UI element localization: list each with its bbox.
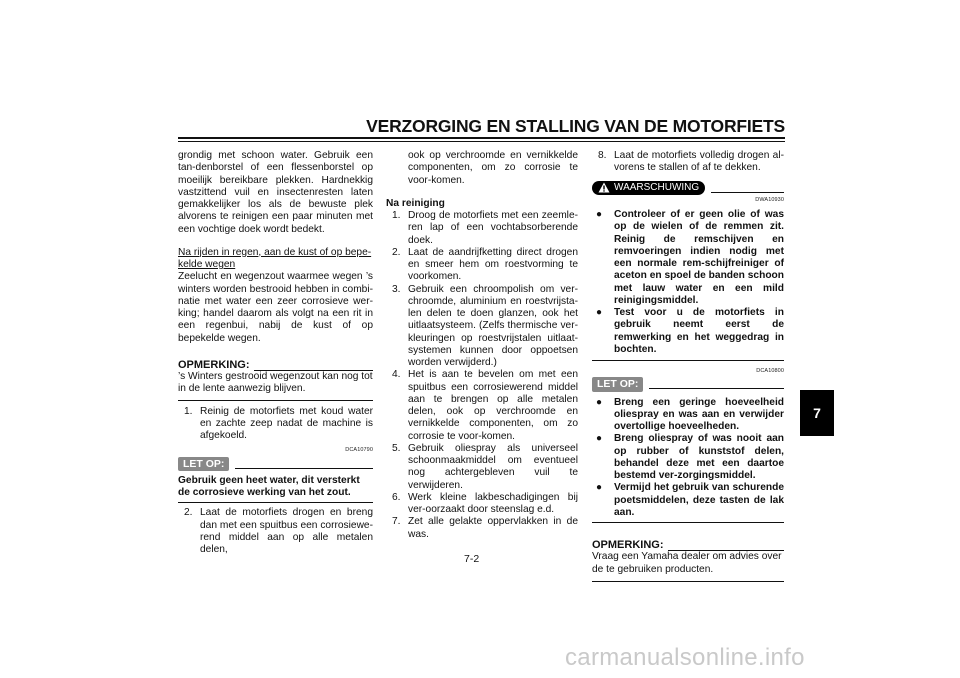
warning-badge: [592, 181, 705, 195]
list-item: ● Test voor u de motorfiets in gebruik neemt eerst de remwerking en het weggedrag in bochten.: [592, 307, 784, 356]
list-item: 8. Laat de motorfiets volledig drogen al-vorens te stallen of af te dekken.: [598, 150, 784, 174]
list-item: ● Vermijd het gebruik van schurende poetsmiddelen, deze tasten de lak aan.: [592, 482, 784, 519]
warning-code: DWA10930: [755, 196, 784, 203]
after-cleaning-steps: [386, 210, 578, 541]
warning-rule: [711, 191, 784, 193]
column-3: [592, 150, 784, 582]
note-label: OPMERKING:: [592, 539, 664, 551]
note-end-rule: [592, 581, 784, 582]
steps-list-1: [178, 406, 373, 443]
note-text: Vraag een Yamaha dealer om advies over de te gebruiken producten.: [592, 551, 782, 575]
list-item: 3. Gebruik een chroompolish om ver-chroomde, aluminium en roestvrijsta-len delen te doen glanzen, ook het uitlaatsysteem. (Zelfs thermische ver-kleuringen op roestvrijstalen uitlaat-systemen kunnen door oppoetsen worden verwijderd.): [392, 283, 578, 368]
title-rule: [178, 137, 785, 139]
caution-code: DCA10800: [756, 368, 784, 374]
column-2: [386, 150, 578, 541]
chapter-tab[interactable]: 7: [800, 390, 834, 436]
paragraph-salt: Zeelucht en wegenzout waarmee wegen ’s winters worden bestrooid hebben in combi-natie met water een zeer corrosieve wer-king; handel daarom als volgt na een rit in een regenbui, nabij de kust of op bepekelde wegen.: [178, 271, 373, 344]
warning-triangle-icon: [598, 182, 610, 193]
caution-badge: LET OP:: [178, 457, 229, 471]
list-item: 7. Zet alle gelakte oppervlakken in de was.: [392, 516, 578, 540]
list-item: 4. Het is aan te bevelen om met een spuitbus een corrosiewerend middel aan te brengen op alle metalen delen, ook op verchroomde en vernikkelde componenten, om zo corrosie te voor-komen.: [392, 369, 578, 442]
list-item: 1. Reinig de motorfiets met koud water en zachte zeep nadat de machine is afgekoeld.: [184, 405, 373, 441]
caution-rule: [235, 467, 373, 469]
caution-rule: [649, 387, 784, 389]
list-item: ● Breng oliespray of was nooit aan op rubber of kunststof delen, behandel deze met een daartoe bestemd ver-zorgingsmiddel.: [592, 433, 784, 482]
warning-label: WAARSCHUWING: [614, 181, 700, 193]
title-rule-thin: [178, 141, 785, 142]
steps-list-2: [178, 507, 373, 556]
column-1: [178, 150, 373, 556]
list-item: 2. Laat de aandrijfketting direct drogen en smeer hem om roestvorming te voorkomen.: [392, 246, 578, 283]
list-item: 1. Droog de motorfiets met een zeemle-ren lap of een vochtabsorberende doek.: [392, 210, 578, 246]
note-header: [592, 539, 784, 551]
watermark: carmanualsonline.info: [565, 644, 805, 671]
caution-badge: LET OP:: [592, 377, 643, 391]
note-header: [178, 359, 373, 371]
caution-header: [592, 377, 784, 391]
caution-code: DCA10790: [345, 447, 373, 454]
warning-bullets: [592, 209, 784, 356]
steps-list-3: [592, 150, 784, 175]
caution-header: [178, 457, 373, 471]
page-title: VERZORGING EN STALLING VAN DE MOTORFIETS: [366, 116, 785, 136]
list-item: ● Controleer of er geen olie of was op de wielen of de remmen zit. Reinig de remschijven en remvoeringen indien nodig met een normale rem-schijfreiniger of aceton en spoel de banden schoon met lauw water en een mild reinigingsmiddel.: [592, 209, 784, 307]
subheading-rain-coast: Na rijden in regen, aan de kust of op bepe-kelde wegen: [178, 246, 372, 270]
paragraph-continued: ook op verchroomde en vernikkelde componenten, om zo corrosie te voor-komen.: [408, 150, 578, 186]
heading-after-cleaning: Na reiniging: [386, 197, 445, 209]
caution-end-rule: [592, 522, 784, 523]
list-item: ● Breng een geringe hoeveelheid oliespray en was aan en verwijder overtollige hoeveelheden.: [592, 397, 784, 434]
caution-text: Gebruik geen heet water, dit versterkt de corrosieve werking van het zout.: [178, 474, 360, 498]
list-item: 6. Werk kleine lakbeschadigingen bij ver-oorzaakt door steenslag e.d.: [392, 491, 578, 515]
list-item: 5. Gebruik oliespray als universeel schoonmaakmiddel om eventueel nog achtergebleven vuil te verwijderen.: [392, 442, 578, 491]
caution-end-rule: [178, 502, 373, 503]
note-end-rule: [178, 400, 373, 401]
warning-header: [592, 181, 784, 195]
warning-end-rule: [592, 360, 784, 361]
note-label: OPMERKING:: [178, 358, 250, 371]
caution-bullets: [592, 397, 784, 520]
list-item: 2. Laat de motorfiets drogen en breng dan met een spuitbus een corrosiewe-rend middel aan op alle metalen delen,: [184, 507, 373, 555]
paragraph-cleaning: grondig met schoon water. Gebruik een tan-denborstel of een flessenborstel op moeilijk bereikbare plekken. Hardnekkig vastzittend vuil en insectenresten laten gemakkelijker los als de bewuste plek alvorens te reinigen een paar minuten met een vochtige doek wordt bedekt.: [178, 150, 373, 235]
page-number: 7-2: [464, 553, 480, 565]
note-text: ’s Winters gestrooid wegenzout kan nog tot in de lente aanwezig blijven.: [178, 371, 373, 395]
